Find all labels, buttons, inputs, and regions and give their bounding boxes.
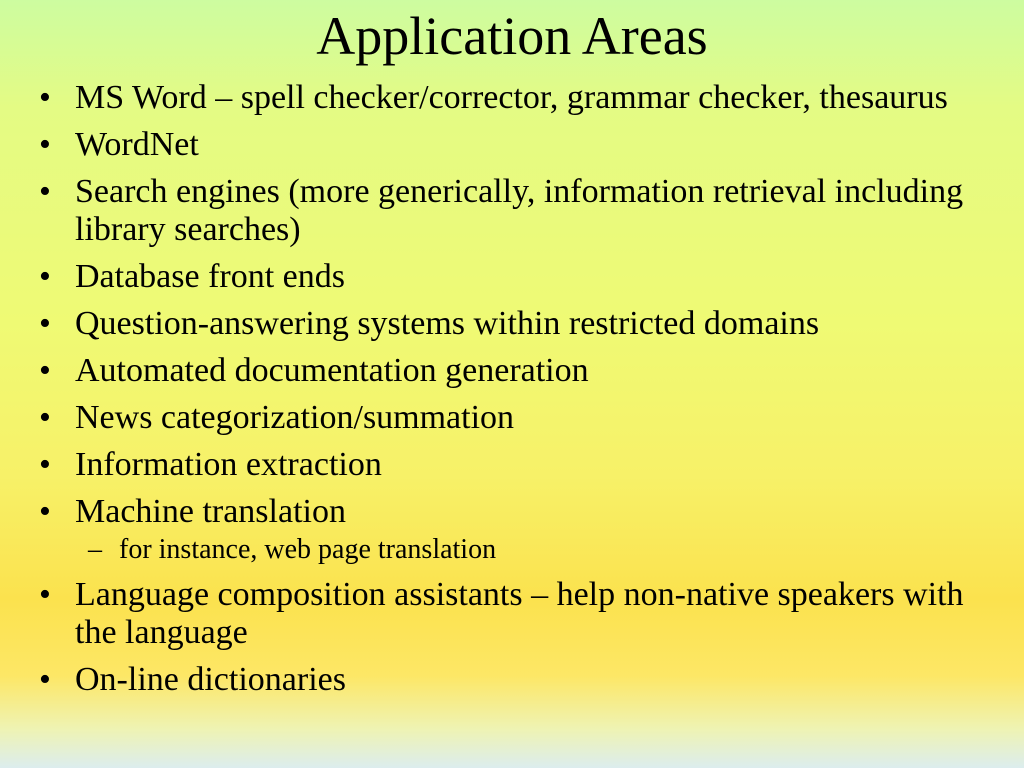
bullet-icon: •	[39, 493, 51, 530]
bullet-item-news-categorization	[0, 399, 1024, 437]
bullet-text: Information extraction	[75, 446, 382, 483]
bullet-text: MS Word – spell checker/corrector, grammar checker, thesaurus	[75, 79, 948, 116]
bullet-item-machine-translation	[0, 493, 1024, 531]
bullet-icon: •	[39, 661, 51, 698]
slide-title: Application Areas	[316, 6, 708, 66]
bullet-icon: •	[39, 258, 51, 295]
bullet-icon: •	[39, 352, 51, 389]
bullet-item-question-answering	[0, 305, 1024, 343]
bullet-text: Database front ends	[75, 258, 346, 295]
bullet-item-online-dictionaries	[0, 661, 1024, 699]
bullet-icon: •	[39, 446, 51, 483]
bullet-text: Language composition assistants – help non-native speakers with the language	[75, 576, 964, 651]
bullet-text: Machine translation	[75, 493, 346, 530]
bullet-text: On-line dictionaries	[75, 661, 346, 698]
sub-bullet-web-page-translation	[0, 533, 1024, 567]
bullet-item-ms-word	[0, 79, 1024, 117]
bullet-icon: •	[39, 173, 51, 210]
bullet-text: Automated documentation generation	[75, 352, 589, 389]
dash-icon: –	[88, 534, 102, 565]
bullet-item-information-extraction	[0, 446, 1024, 484]
bullet-list	[0, 79, 1024, 708]
bullet-icon: •	[39, 79, 51, 116]
bullet-item-search-engines	[0, 173, 1024, 249]
bullet-icon: •	[39, 126, 51, 163]
bullet-text: News categorization/summation	[75, 399, 515, 436]
bullet-text: Search engines (more generically, information retrieval including library searches)	[75, 173, 964, 248]
bullet-icon: •	[39, 576, 51, 613]
bullet-icon: •	[39, 399, 51, 436]
bullet-text: Question-answering systems within restricted domains	[75, 305, 820, 342]
bullet-text: WordNet	[75, 126, 199, 163]
bullet-item-composition-assistants	[0, 576, 1024, 652]
bullet-item-documentation-generation	[0, 352, 1024, 390]
bullet-item-database-front-ends	[0, 258, 1024, 296]
bullet-icon: •	[39, 305, 51, 342]
bullet-item-wordnet	[0, 126, 1024, 164]
sub-bullet-text: for instance, web page translation	[119, 534, 497, 565]
